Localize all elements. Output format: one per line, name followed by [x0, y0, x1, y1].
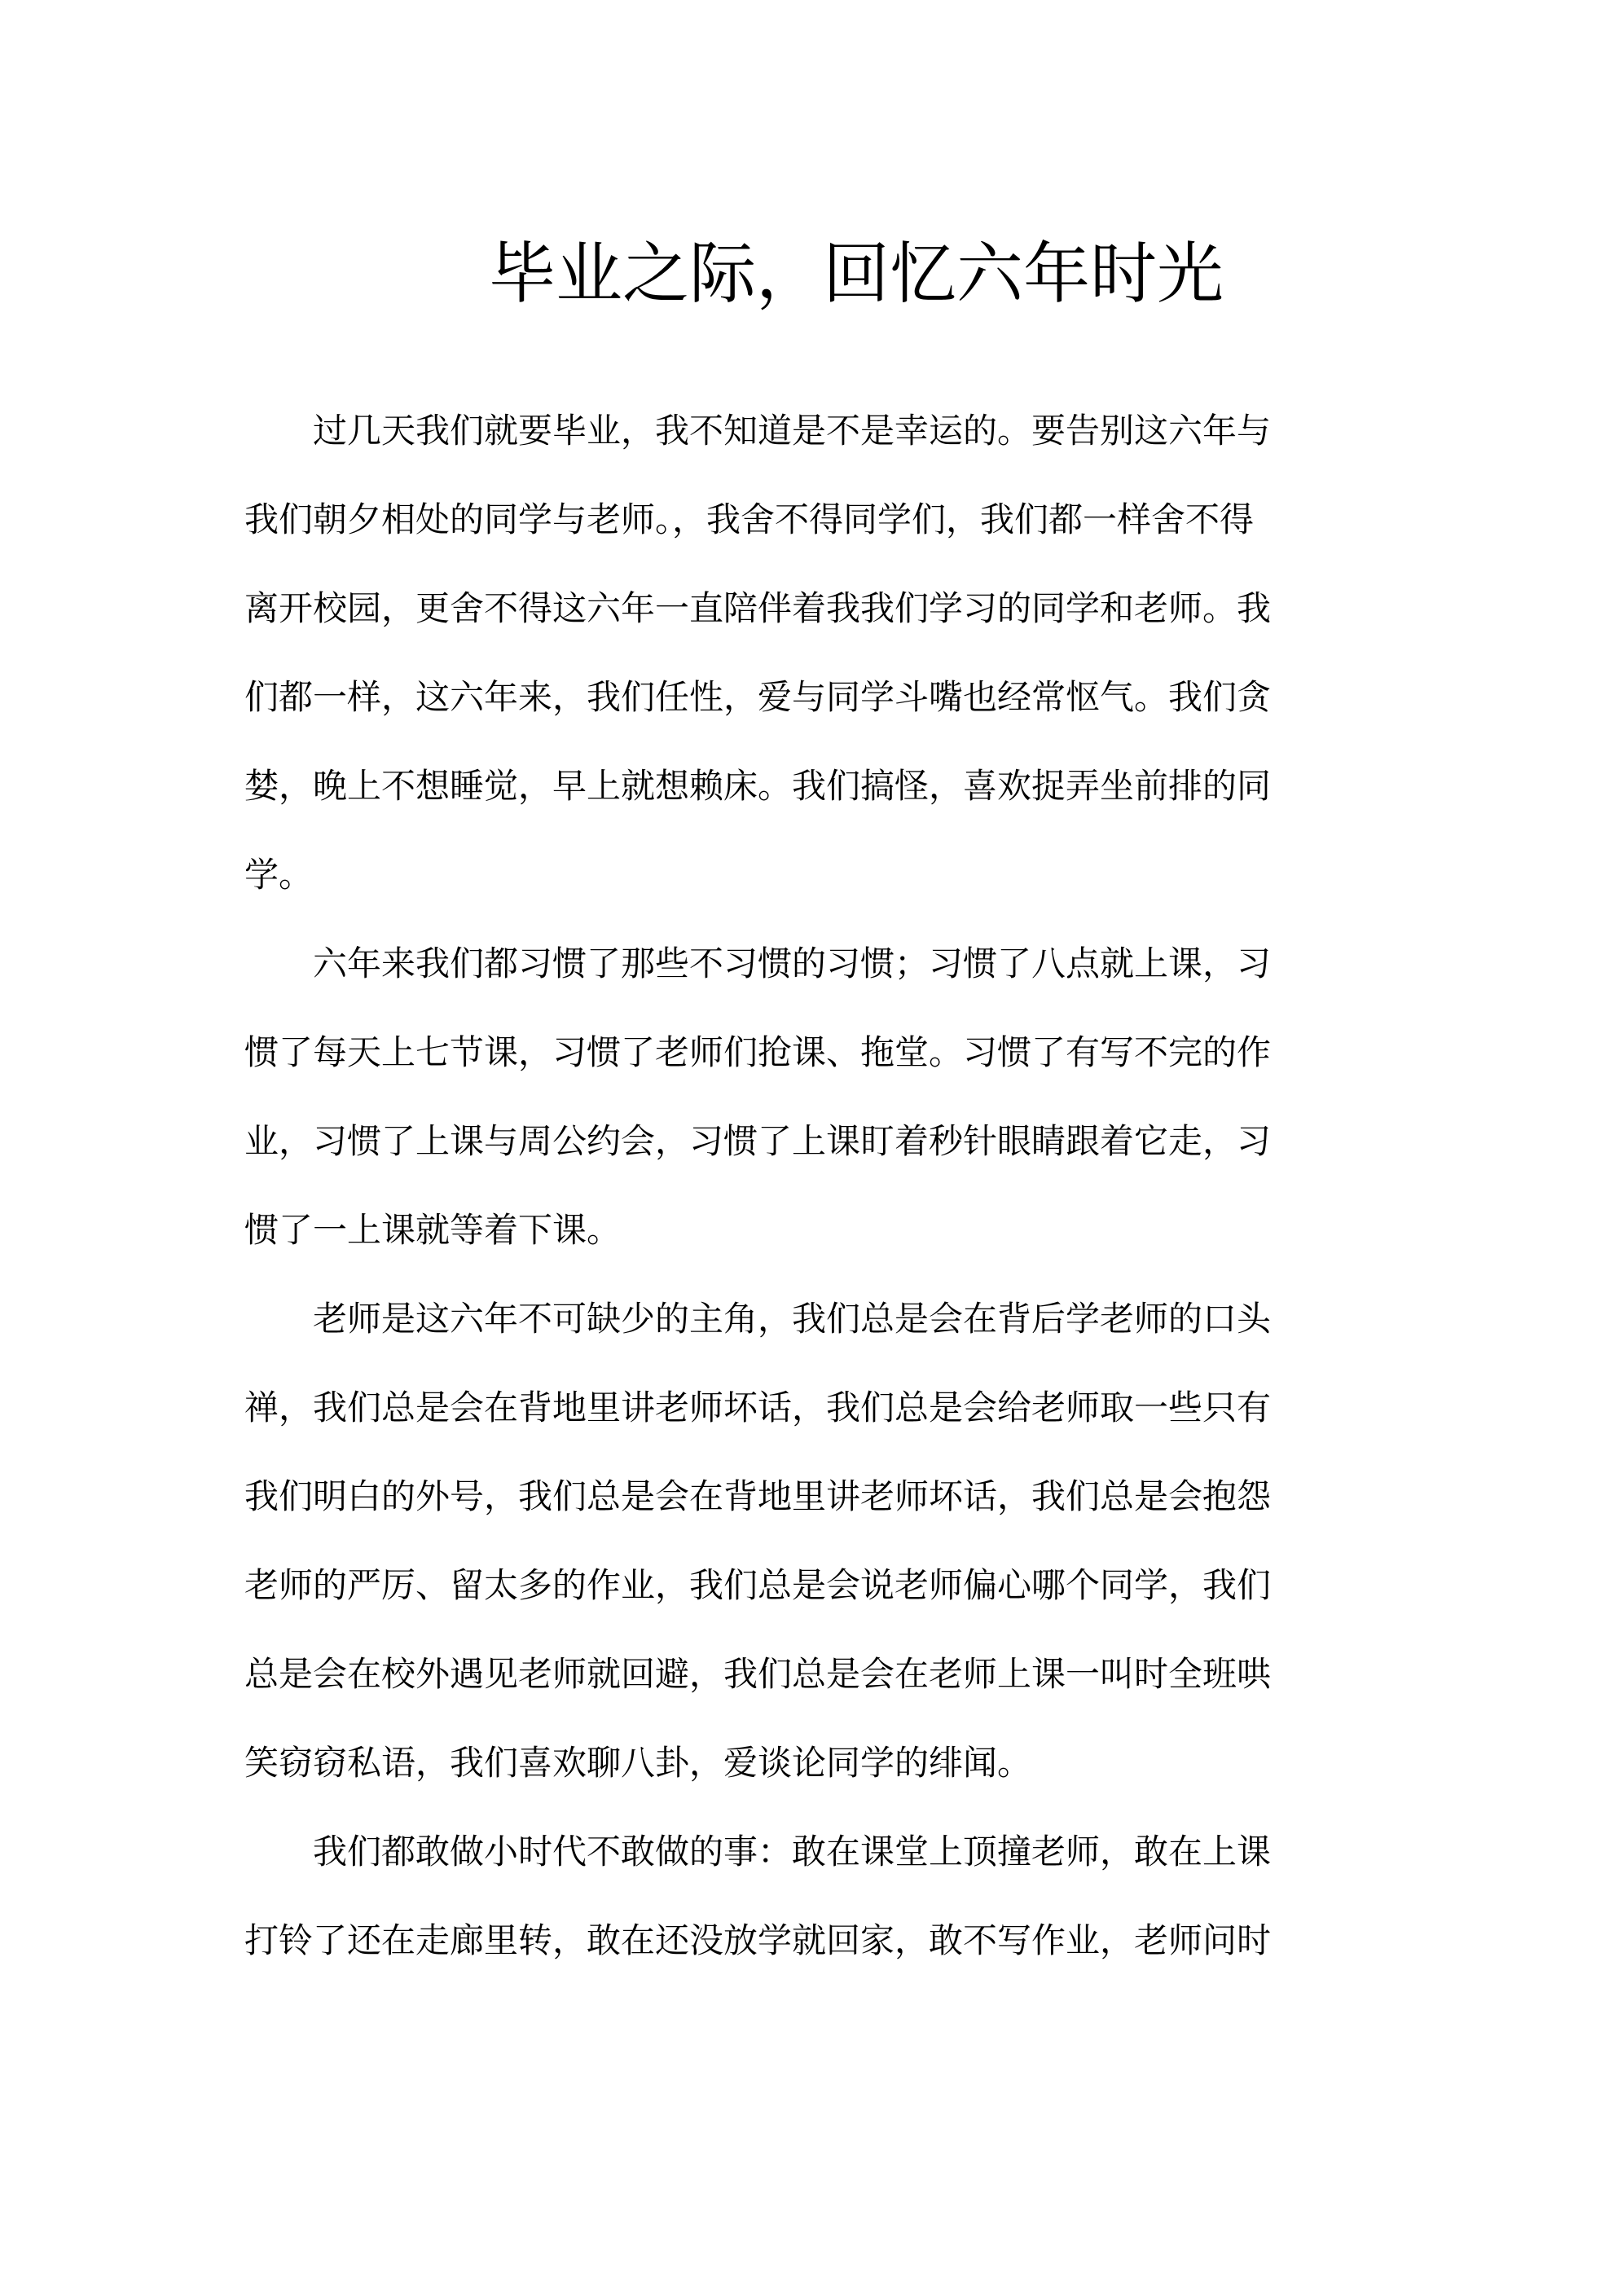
document-title: 毕业之际，回忆六年时光: [489, 237, 1224, 311]
paragraph-1-line-3: 离开校园，更舍不得这六年一直陪伴着我我们学习的同学和老师。我: [244, 591, 1272, 628]
paragraph-1-line-6: 学。: [244, 857, 314, 895]
paragraph-1-line-1: 过几天我们就要毕业，我不知道是不是幸运的。要告别这六年与: [313, 413, 1272, 451]
paragraph-3-line-5: 总是会在校外遇见老师就回避，我们总是会在老师上课一叫时全班哄: [244, 1656, 1272, 1694]
paragraph-1-line-5: 婪，晚上不想睡觉，早上就想赖床。我们搞怪，喜欢捉弄坐前排的同: [244, 768, 1272, 806]
paragraph-3-line-2: 禅，我们总是会在背地里讲老师坏话，我们总是会给老师取一些只有: [244, 1390, 1272, 1427]
paragraph-2-line-3: 业，习惯了上课与周公约会，习惯了上课盯着秒针眼睛跟着它走，习: [244, 1124, 1272, 1161]
paragraph-1-line-2: 我们朝夕相处的同学与老师。，我舍不得同学们，我们都一样舍不得: [244, 502, 1255, 539]
paragraph-2-line-1: 六年来我们都习惯了那些不习惯的习惯；习惯了八点就上课，习: [313, 946, 1272, 983]
paragraph-3-line-6: 笑窃窃私语，我们喜欢聊八卦，爱谈论同学的绯闻。: [244, 1745, 1032, 1783]
paragraph-1-line-4: 们都一样，这六年来，我们任性，爱与同学斗嘴也经常怄气。我们贪: [244, 680, 1272, 717]
paragraph-2-line-4: 惯了一上课就等着下课。: [244, 1212, 622, 1250]
paragraph-3-line-3: 我们明白的外号，我们总是会在背地里讲老师坏话，我们总是会抱怨: [244, 1479, 1272, 1516]
paragraph-2-line-2: 惯了每天上七节课，习惯了老师们抢课、拖堂。习惯了有写不完的作: [244, 1035, 1272, 1072]
paragraph-3-line-1: 老师是这六年不可缺少的主角，我们总是会在背后学老师的口头: [313, 1301, 1272, 1339]
paragraph-4-line-2: 打铃了还在走廊里转，敢在还没放学就回家，敢不写作业，老师问时: [244, 1923, 1272, 1960]
paragraph-4-line-1: 我们都敢做小时代不敢做的事：敢在课堂上顶撞老师，敢在上课: [313, 1834, 1272, 1872]
paragraph-3-line-4: 老师的严厉、留太多的作业，我们总是会说老师偏心哪个同学，我们: [244, 1568, 1272, 1605]
document-body: [244, 388, 1378, 1986]
